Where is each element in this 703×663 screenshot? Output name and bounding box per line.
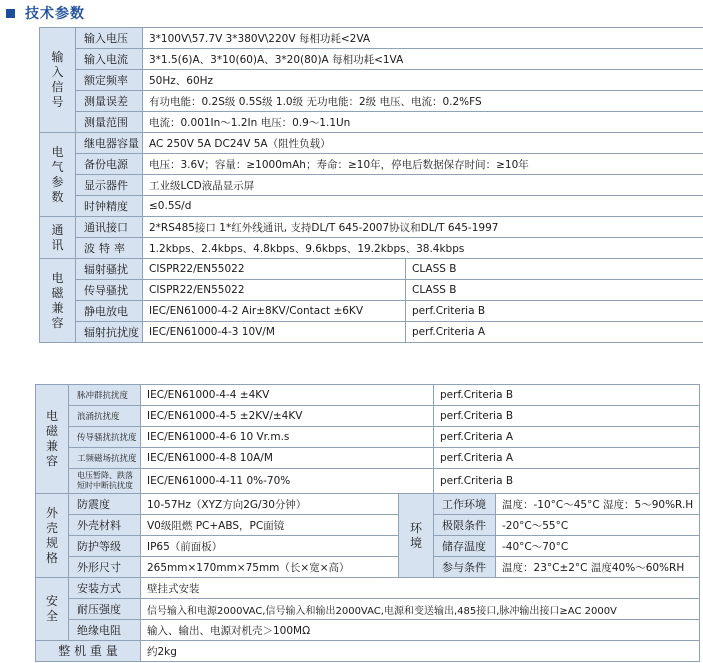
row-standard: IEC/EN61000-4-5 ±2KV/±4KV <box>141 406 434 427</box>
row-value: ≤0.5S/d <box>143 196 703 217</box>
row-value: 1.2kbps、2.4kbps、4.8kbps、9.6kbps、19.2kbps、38.4kbps <box>143 238 703 259</box>
row-label: 传导骚扰抗扰度 <box>69 427 141 448</box>
row-label: 辐射抗扰度 <box>76 322 143 343</box>
row-label: 外壳材料 <box>69 515 141 536</box>
row-value: 3*100V\57.7V 3*380V\220V 每相功耗<2VA <box>143 28 703 49</box>
weight-value: 约2kg <box>141 641 700 662</box>
row-label: 测量误差 <box>76 91 143 112</box>
group-label: 电气参数 <box>40 133 76 217</box>
row-standard: CISPR22/EN55022 <box>143 280 406 301</box>
row-standard: CISPR22/EN55022 <box>143 259 406 280</box>
row-standard: IEC/EN61000-4-2 Air±8KV/Contact ±6KV <box>143 301 406 322</box>
table-row <box>36 469 700 494</box>
row-value: 50Hz、60Hz <box>143 70 703 91</box>
row-level: perf.Criteria A <box>434 448 700 469</box>
row-value: IP65（前面板） <box>141 536 399 557</box>
row-standard: IEC/EN61000-4-6 10 Vr.m.s <box>141 427 434 448</box>
table-row <box>36 427 700 448</box>
row-label: 时钟精度 <box>76 196 143 217</box>
table-row <box>40 259 703 280</box>
row-label: 显示器件 <box>76 175 143 196</box>
row-value: 2*RS485接口 1*红外线通讯, 支持DL/T 645-2007协议和DL/T 645-1997 <box>143 217 703 238</box>
row-label: 防护等级 <box>69 536 141 557</box>
row-level: perf.Criteria B <box>434 385 700 406</box>
row-value: 10-57Hz（XYZ方向2G/30分钟） <box>141 494 399 515</box>
row-value: 温度：23°C±2°C 温度40%～60%RH <box>496 557 700 578</box>
group-label: 输入信号 <box>40 28 76 133</box>
section-header <box>6 3 85 23</box>
row-label: 额定频率 <box>76 70 143 91</box>
row-value: 265mm×170mm×75mm（长×宽×高） <box>141 557 399 578</box>
row-level: perf.Criteria B <box>434 406 700 427</box>
table-row <box>36 578 700 599</box>
row-level: CLASS B <box>406 259 703 280</box>
row-label: 耐压强度 <box>69 599 141 620</box>
table-row <box>36 385 700 406</box>
group-label: 环境 <box>399 494 434 578</box>
row-label: 电压暂降、跌落短时中断抗扰度 <box>69 469 141 494</box>
row-label: 继电器容量 <box>76 133 143 154</box>
row-value: 有功电能：0.2S级 0.5S级 1.0级 无功电能：2级 电压、电流：0.2%FS <box>143 91 703 112</box>
row-label: 防震度 <box>69 494 141 515</box>
row-value: 壁挂式安装 <box>141 578 700 599</box>
table-row <box>36 557 700 578</box>
row-label: 浪涌抗扰度 <box>69 406 141 427</box>
row-value: 电压：3.6V；容量：≥1000mAh；寿命：≥10年，停电后数据保存时间：≥10年 <box>143 154 703 175</box>
row-label: 储存温度 <box>434 536 496 557</box>
table-row <box>40 301 703 322</box>
row-value: AC 250V 5A DC24V 5A（阻性负载） <box>143 133 703 154</box>
row-standard: IEC/EN61000-4-8 10A/M <box>141 448 434 469</box>
spec-table-1 <box>39 27 703 343</box>
table-row <box>40 196 703 217</box>
table-row <box>40 154 703 175</box>
row-label: 工作环境 <box>434 494 496 515</box>
table-row <box>36 494 700 515</box>
row-label: 备份电源 <box>76 154 143 175</box>
table-row <box>40 49 703 70</box>
row-value: 输入、输出、电源对机壳＞100MΩ <box>141 620 700 641</box>
group-label: 电磁兼容 <box>40 259 76 343</box>
group-label: 电磁兼容 <box>36 385 69 494</box>
row-label: 工频磁场抗扰度 <box>69 448 141 469</box>
row-label: 传导骚扰 <box>76 280 143 301</box>
row-label: 外形尺寸 <box>69 557 141 578</box>
row-value: V0级阻燃 PC+ABS，PC面镜 <box>141 515 399 536</box>
row-level: perf.Criteria A <box>434 427 700 448</box>
row-standard: IEC/EN61000-4-4 ±4KV <box>141 385 434 406</box>
row-level: perf.Criteria B <box>434 469 700 494</box>
row-label: 静电放电 <box>76 301 143 322</box>
table-row <box>40 91 703 112</box>
row-value: 温度：-10°C～45°C 湿度：5～90%R.H <box>496 494 700 515</box>
row-value: -20°C～55°C <box>496 515 700 536</box>
row-label: 输入电压 <box>76 28 143 49</box>
table-row <box>36 406 700 427</box>
row-value: -40°C～70°C <box>496 536 700 557</box>
table-row <box>36 641 700 662</box>
row-label: 参与条件 <box>434 557 496 578</box>
bullet-square-icon <box>6 9 15 18</box>
row-standard: IEC/EN61000-4-3 10V/M <box>143 322 406 343</box>
table-row <box>40 175 703 196</box>
row-value: 工业级LCD液晶显示屏 <box>143 175 703 196</box>
table-row <box>36 599 700 620</box>
table-row <box>36 620 700 641</box>
group-label: 通讯 <box>40 217 76 259</box>
table-row <box>40 112 703 133</box>
table-row <box>40 70 703 91</box>
row-level: CLASS B <box>406 280 703 301</box>
row-label: 安装方式 <box>69 578 141 599</box>
row-label: 辐射骚扰 <box>76 259 143 280</box>
weight-label: 整 机 重 量 <box>36 641 141 662</box>
row-label: 绝缘电阻 <box>69 620 141 641</box>
group-label: 安全 <box>36 578 69 641</box>
row-label: 脉冲群抗扰度 <box>69 385 141 406</box>
table-row <box>40 280 703 301</box>
row-label: 通讯接口 <box>76 217 143 238</box>
group-label: 外壳规格 <box>36 494 69 578</box>
table-row <box>36 536 700 557</box>
row-label: 输入电流 <box>76 49 143 70</box>
row-value: 3*1.5(6)A、3*10(60)A、3*20(80)A 每相功耗<1VA <box>143 49 703 70</box>
table-row <box>40 238 703 259</box>
row-level: perf.Criteria B <box>406 301 703 322</box>
row-value: 电流：0.001In～1.2In 电压：0.9～1.1Un <box>143 112 703 133</box>
row-value: 信号输入和电源2000VAC,信号输入和输出2000VAC,电源和变送输出,485接口,脉冲输出接口≥AC 2000V <box>141 599 700 620</box>
table-row <box>40 28 703 49</box>
section-title: 技术参数 <box>25 6 85 22</box>
row-label: 极限条件 <box>434 515 496 536</box>
row-standard: IEC/EN61000-4-11 0%-70% <box>141 469 434 494</box>
table-row <box>36 448 700 469</box>
table-row <box>40 322 703 343</box>
row-label: 测量范围 <box>76 112 143 133</box>
table-row <box>36 515 700 536</box>
table-row <box>40 217 703 238</box>
row-level: perf.Criteria A <box>406 322 703 343</box>
table-row <box>40 133 703 154</box>
row-label: 波特率 <box>76 238 143 259</box>
spec-table-2 <box>35 384 700 662</box>
